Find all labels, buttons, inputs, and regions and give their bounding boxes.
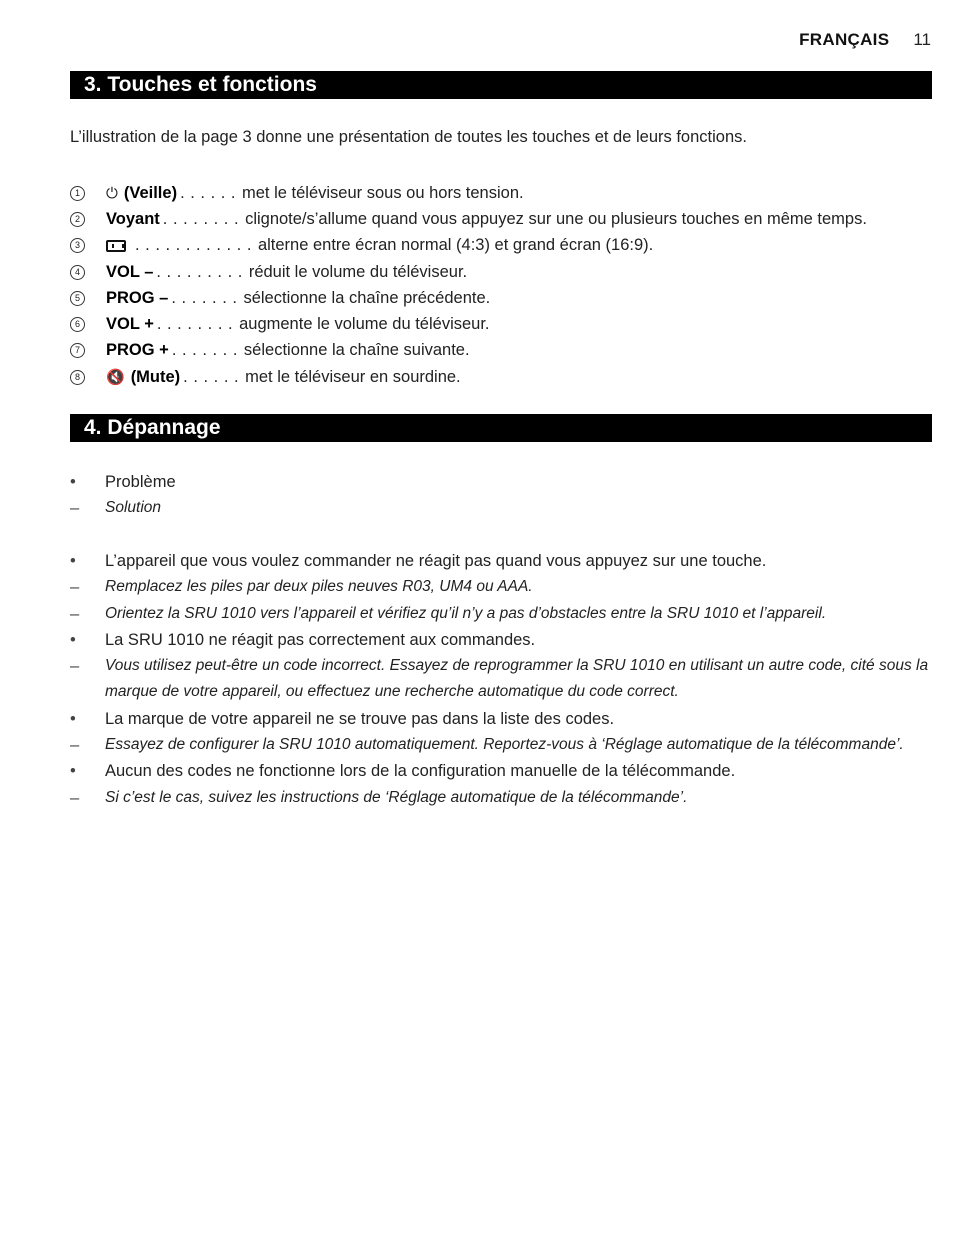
key-description: clignote/s’allume quand vous appuyez sur une ou plusieurs touches en même temps. <box>245 209 867 228</box>
problem-item <box>70 706 930 732</box>
item-number: 1 <box>70 186 85 201</box>
section-4-heading: 4. Dépannage <box>70 414 932 442</box>
solution-text: Si c’est le cas, suivez les instructions de ‘Réglage automatique de la télécommande’. <box>105 788 688 806</box>
key-name: VOL + <box>106 315 154 334</box>
solution-text: Vous utilisez peut-être un code incorrect. Essayez de reprogrammer la SRU 1010 en utilisant un autre code, cité sous la marque de votre appareil, ou effectuez une recherche automatique du code correct. <box>105 657 929 701</box>
key-row <box>70 180 940 206</box>
power-icon: ⏻ <box>106 184 118 202</box>
item-number: 8 <box>70 370 85 385</box>
key-name: PROG + <box>106 341 169 360</box>
legend-solution <box>70 495 930 521</box>
leader-dots: . . . . . . . . <box>156 315 234 334</box>
screen-format-icon <box>106 240 126 252</box>
item-number: 7 <box>70 343 85 358</box>
leader-dots: . . . . . . <box>183 367 240 386</box>
key-description: augmente le volume du téléviseur. <box>239 315 490 334</box>
item-number: 2 <box>70 212 85 227</box>
item-number: 3 <box>70 238 85 253</box>
leader-dots: . . . . . . <box>180 183 237 202</box>
problem-item <box>70 548 930 574</box>
dash-marker: – <box>70 736 80 755</box>
key-name: PROG – <box>106 288 169 307</box>
key-description: réduit le volume du téléviseur. <box>248 262 468 281</box>
key-row <box>70 206 940 232</box>
bullet-marker: • <box>70 630 76 649</box>
problem-item <box>70 627 930 653</box>
problem-item <box>70 758 930 784</box>
section-3-intro: L’illustration de la page 3 donne une présentation de toutes les touches et de leurs fonctions. <box>70 128 747 146</box>
bullet-marker: • <box>70 762 76 781</box>
bullet-marker: • <box>70 709 76 728</box>
key-description: met le téléviseur sous ou hors tension. <box>242 183 524 202</box>
bullet-marker: • <box>70 552 76 570</box>
problem-text: Aucun des codes ne fonctionne lors de la configuration manuelle de la télécommande. <box>105 762 736 781</box>
legend-solution-text: Solution <box>105 499 162 517</box>
legend-problem <box>70 469 930 495</box>
dash-marker: – <box>70 788 80 807</box>
key-row <box>70 233 940 259</box>
troubleshooting-legend <box>70 469 930 522</box>
dash-marker: – <box>70 499 80 518</box>
solution-text: Remplacez les piles par deux piles neuves R03, UM4 ou AAA. <box>105 578 533 596</box>
solution-item <box>70 574 930 600</box>
key-name: Voyant <box>106 209 160 228</box>
page-number: 11 <box>913 30 931 49</box>
key-description: met le téléviseur en sourdine. <box>245 367 461 386</box>
solution-item <box>70 785 930 811</box>
key-description: sélectionne la chaîne suivante. <box>243 341 470 360</box>
solution-text: Orientez la SRU 1010 vers l’appareil et vérifiez qu’il n’y a pas d’obstacles entre la SRU 1010 et l’appareil. <box>105 604 827 622</box>
key-description: sélectionne la chaîne précédente. <box>243 288 491 307</box>
leader-dots: . . . . . . . . . <box>156 262 243 281</box>
bullet-marker: • <box>70 473 76 491</box>
item-number: 4 <box>70 265 85 280</box>
solution-item <box>70 653 930 706</box>
item-number: 6 <box>70 317 85 332</box>
key-description: alterne entre écran normal (4:3) et grand écran (16:9). <box>257 236 654 255</box>
language-label: FRANÇAIS <box>799 30 890 49</box>
dash-marker: – <box>70 578 80 597</box>
problem-text: La SRU 1010 ne réagit pas correctement aux commandes. <box>105 630 536 649</box>
section-3-heading: 3. Touches et fonctions <box>70 71 932 99</box>
dash-marker: – <box>70 604 80 623</box>
item-number: 5 <box>70 291 85 306</box>
key-row <box>70 338 940 364</box>
key-function-list <box>70 180 940 390</box>
key-name: VOL – <box>106 262 154 281</box>
dash-marker: – <box>70 657 80 676</box>
solution-text: Essayez de configurer la SRU 1010 automatiquement. Reportez-vous à ‘Réglage automatique de la télécommande’. <box>105 736 904 754</box>
troubleshooting-list <box>70 548 930 811</box>
leader-dots: . . . . . . . . <box>162 209 240 228</box>
problem-text: L’appareil que vous voulez commander ne réagit pas quand vous appuyez sur une touche. <box>105 552 767 570</box>
solution-item <box>70 601 930 627</box>
page-header <box>799 30 931 50</box>
solution-item <box>70 732 930 758</box>
key-name: (Mute) <box>130 367 181 386</box>
leader-dots: . . . . . . . . . . . . <box>135 236 252 255</box>
key-row <box>70 285 940 311</box>
problem-text: La marque de votre appareil ne se trouve pas dans la liste des codes. <box>105 709 615 728</box>
leader-dots: . . . . . . . <box>171 288 238 307</box>
key-row <box>70 364 940 390</box>
leader-dots: . . . . . . . <box>171 341 238 360</box>
key-name: (Veille) <box>123 183 178 202</box>
key-row <box>70 311 940 337</box>
mute-icon: 🔇 <box>106 369 125 387</box>
key-row <box>70 259 940 285</box>
legend-problem-text: Problème <box>105 473 176 491</box>
